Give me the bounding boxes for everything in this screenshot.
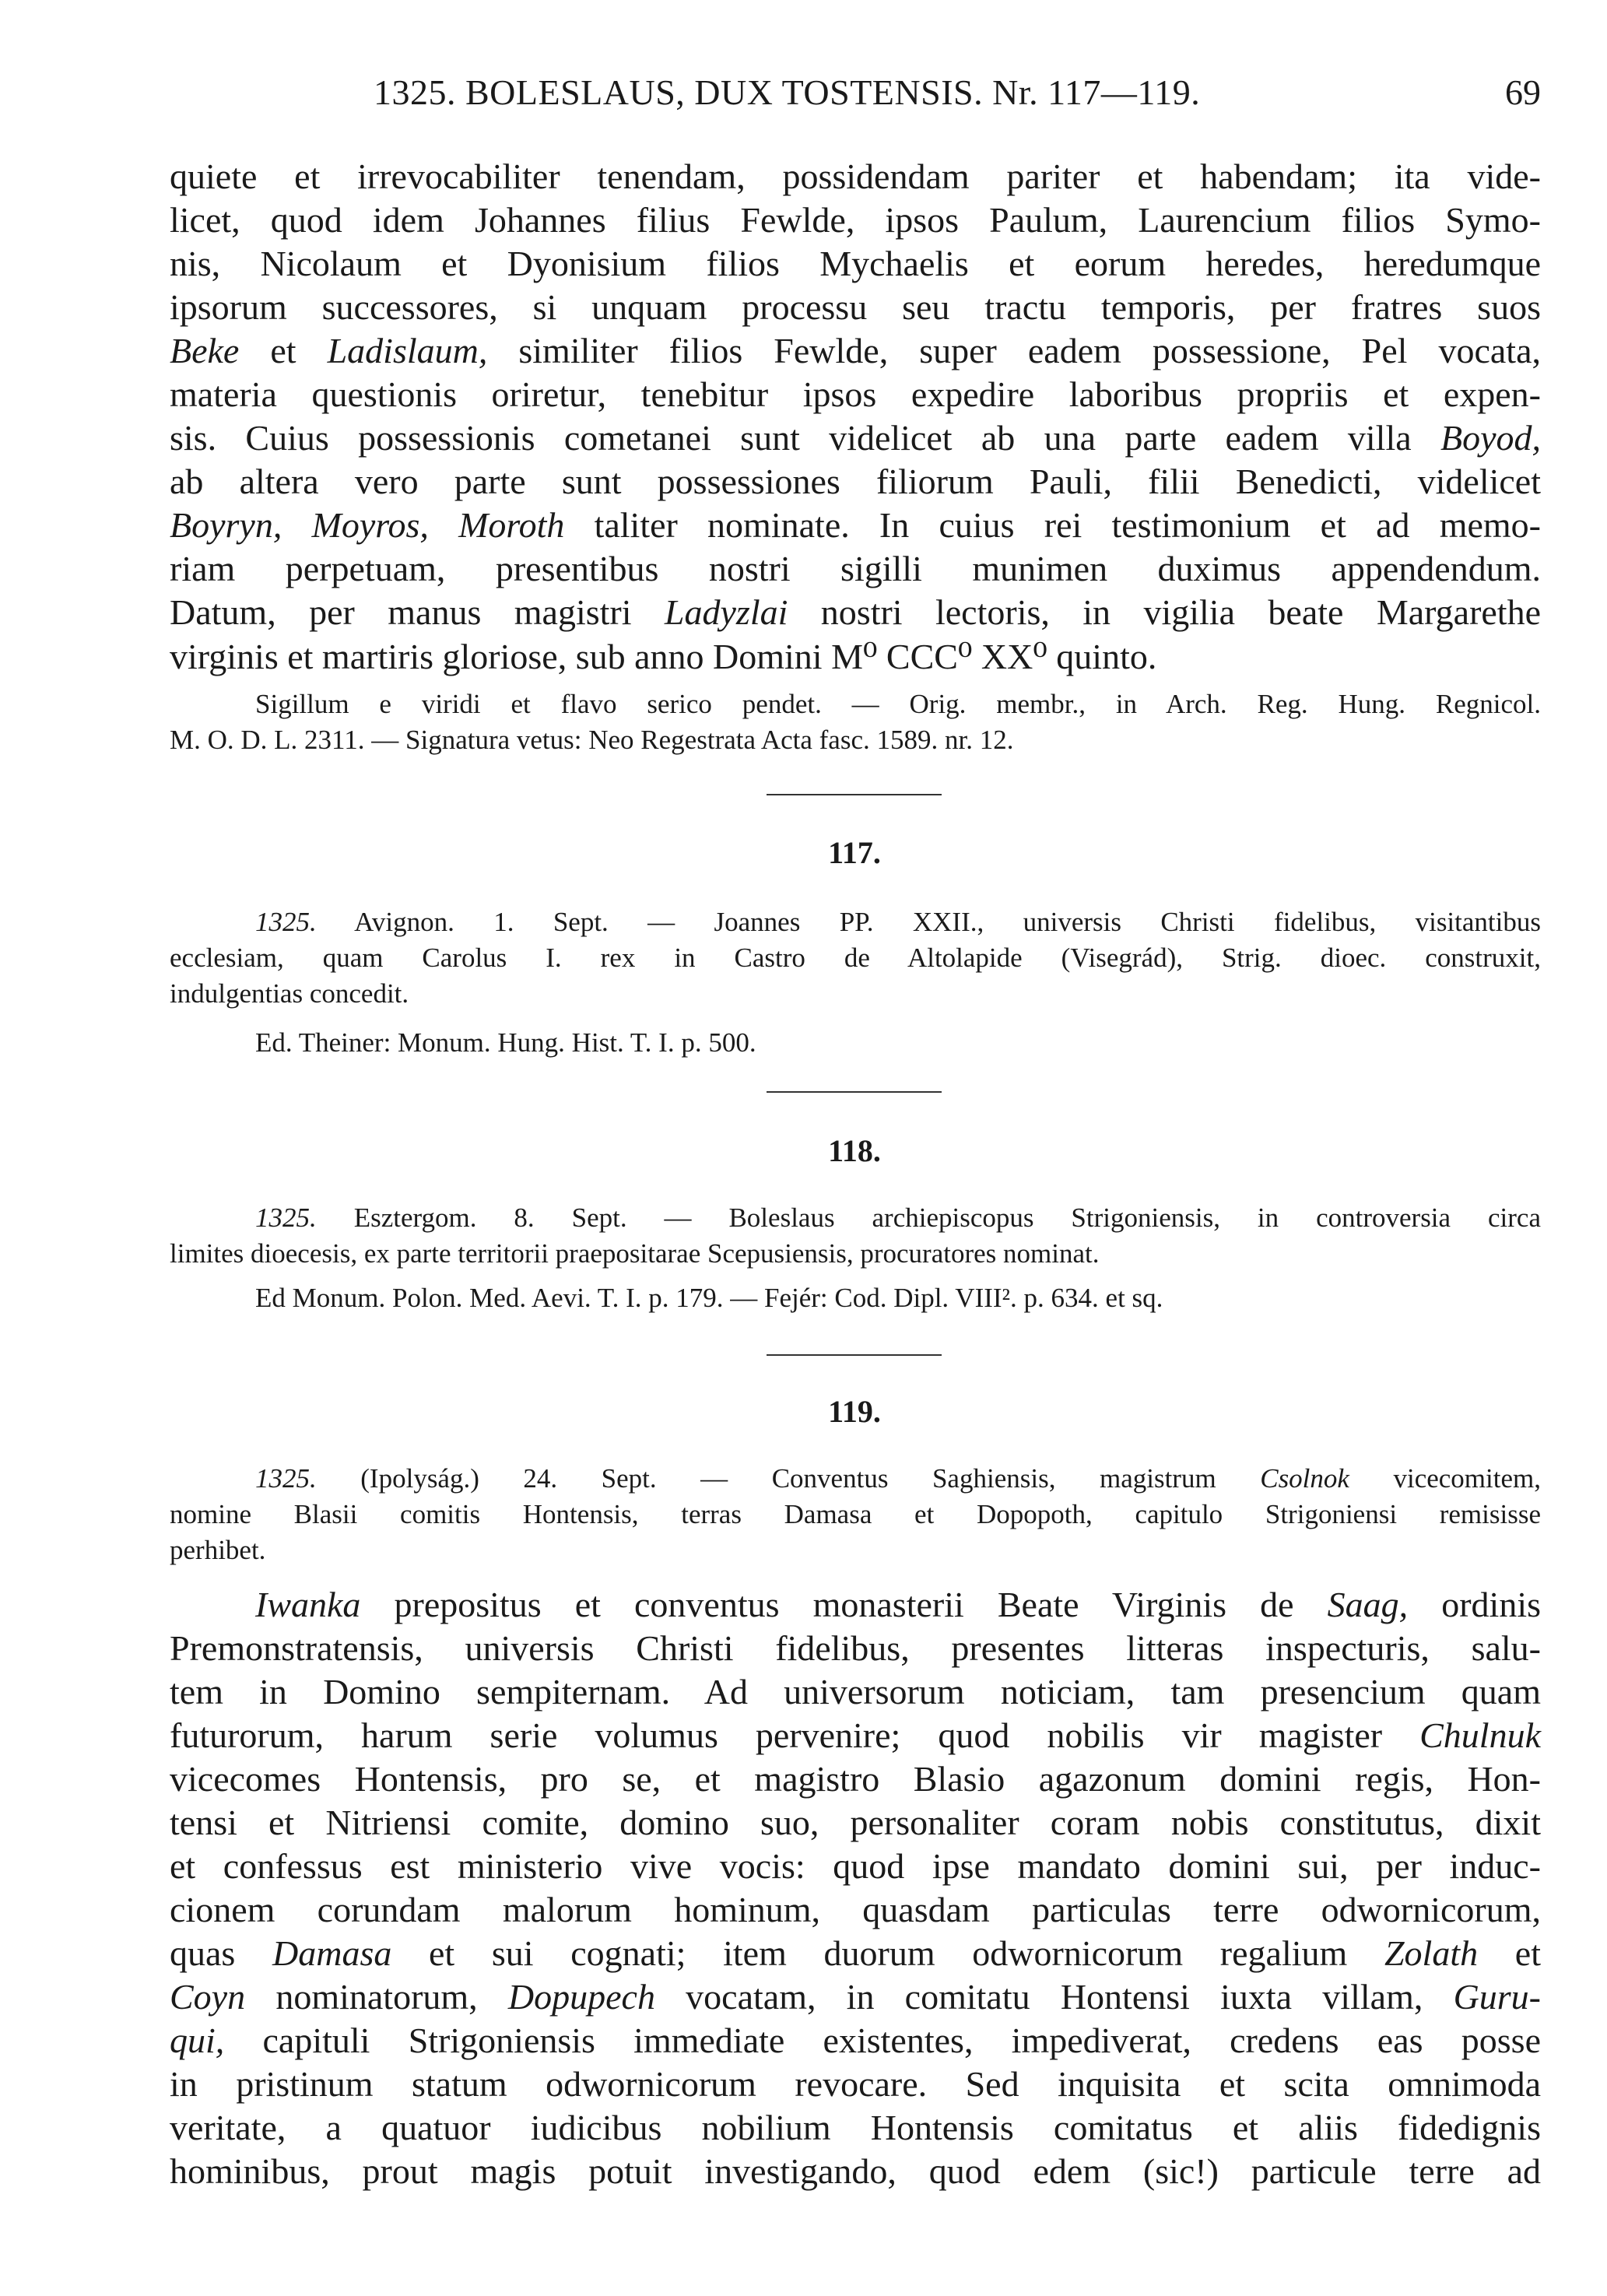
body-line: vicecomes Hontensis, pro se, et magistro Blasio agazonum domini regis, Hon-	[170, 1759, 1541, 1799]
regest-line: 1325. (Ipolyság.) 24. Sept. — Conventus Saghiensis, magistrum Csolnok vicecomitem,	[255, 1463, 1541, 1494]
note-line: M. O. D. L. 2311. — Signatura vetus: Neo Regestrata Acta fasc. 1589. nr. 12.	[170, 725, 1014, 755]
body-line: et confessus est ministerio vive vocis: quod ipse mandato domini sui, per induc-	[170, 1846, 1541, 1886]
separator-rule	[767, 1354, 942, 1356]
body-line: riam perpetuam, presentibus nostri sigilli munimen duximus appendendum.	[170, 549, 1541, 588]
edition-line: Ed Monum. Polon. Med. Aevi. T. I. p. 179. — Fejér: Cod. Dipl. VIII². p. 634. et sq.	[255, 1283, 1163, 1313]
body-line: quas Damasa et sui cognati; item duorum odwornicorum regalium Zolath et	[170, 1933, 1541, 1973]
body-line: cionem corundam malorum hominum, quasdam particulas terre odwornicorum,	[170, 1890, 1541, 1929]
body-line: sis. Cuius possessionis cometanei sunt videlicet ab una parte eadem villa Boyod,	[170, 418, 1541, 458]
body-line: qui, capituli Strigoniensis immediate existentes, impediverat, credens eas posse	[170, 2020, 1541, 2060]
running-head	[163, 72, 1541, 118]
body-line: ab altera vero parte sunt possessiones filiorum Pauli, filii Benedicti, videlicet	[170, 462, 1541, 501]
body-line: tensi et Nitriensi comite, domino suo, personaliter coram nobis constitutus, dixit	[170, 1803, 1541, 1842]
separator-rule	[767, 1091, 942, 1093]
body-line: Premonstratensis, universis Christi fidelibus, presentes litteras inspecturis, salu-	[170, 1628, 1541, 1668]
doc-119-number: 119.	[828, 1394, 881, 1429]
running-title: 1325. BOLESLAUS, DUX TOSTENSIS. Nr. 117—119.	[374, 72, 1201, 112]
regest-line: 1325. Esztergom. 8. Sept. — Boleslaus archiepiscopus Strigoniensis, in controversia circa	[255, 1202, 1541, 1233]
body-line: Boyryn, Moyros, Moroth taliter nominate. In cuius rei testimonium et ad memo-	[170, 505, 1541, 545]
doc-118-number: 118.	[828, 1133, 881, 1168]
separator-rule	[767, 794, 942, 795]
regest-line: 1325. Avignon. 1. Sept. — Joannes PP. XXII., universis Christi fidelibus, visitantibus	[255, 907, 1541, 937]
page-number: 69	[1505, 72, 1541, 112]
body-line: Coyn nominatorum, Dopupech vocatam, in comitatu Hontensi iuxta villam, Guru-	[170, 1977, 1542, 2017]
note-line: Sigillum e viridi et flavo serico pendet. — Orig. membr., in Arch. Reg. Hung. Regnicol.	[255, 689, 1541, 719]
body-line: Datum, per manus magistri Ladyzlai nostri lectoris, in vigilia beate Margarethe	[170, 592, 1541, 632]
body-line: ipsorum successores, si unquam processu seu tractu temporis, per fratres suos	[170, 287, 1541, 327]
regest-line: indulgentias concedit.	[170, 978, 409, 1009]
doc-117-number: 117.	[828, 835, 881, 870]
regest-line: limites dioecesis, ex parte territorii praepositarae Scepusiensis, procuratores nominat.	[170, 1238, 1100, 1269]
body-line: licet, quod idem Johannes filius Fewlde, ipsos Paulum, Laurencium filios Symo-	[170, 200, 1541, 240]
body-line: Iwanka prepositus et conventus monasterii Beate Virginis de Saag, ordinis	[255, 1585, 1541, 1624]
regest-line: nomine Blasii comitis Hontensis, terras Damasa et Dopopoth, capitulo Strigoniensi remisisse	[170, 1499, 1541, 1529]
body-line: quiete et irrevocabiliter tenendam, possidendam pariter et habendam; ita vide-	[170, 156, 1541, 196]
body-line: tem in Domino sempiternam. Ad universorum noticiam, tam presencium quam	[170, 1672, 1541, 1711]
regest-line: ecclesiam, quam Carolus I. rex in Castro de Altolapide (Visegrád), Strig. dioec. construxit,	[170, 943, 1541, 973]
body-line: futurorum, harum serie volumus pervenire; quod nobilis vir magister Chulnuk	[170, 1715, 1541, 1755]
edition-line: Ed. Theiner: Monum. Hung. Hist. T. I. p. 500.	[255, 1027, 756, 1058]
body-line: virginis et martiris gloriose, sub anno Domini M⁰ CCC⁰ XX⁰ quinto.	[170, 637, 1157, 676]
regest-line: perhibet.	[170, 1535, 266, 1565]
body-line: hominibus, prout magis potuit investigando, quod edem (sic!) particule terre ad	[170, 2151, 1541, 2191]
body-line: in pristinum statum odwornicorum revocare. Sed inquisita et scita omnimoda	[170, 2064, 1541, 2104]
body-line: veritate, a quatuor iudicibus nobilium Hontensis comitatus et aliis fidedignis	[170, 2108, 1541, 2147]
body-line: nis, Nicolaum et Dyonisium filios Mychaelis et eorum heredes, heredumque	[170, 244, 1541, 283]
body-line: materia questionis oriretur, tenebitur ipsos expedire laboribus propriis et expen-	[170, 374, 1541, 414]
body-line: Beke et Ladislaum, similiter filios Fewlde, super eadem possessione, Pel vocata,	[170, 331, 1541, 370]
